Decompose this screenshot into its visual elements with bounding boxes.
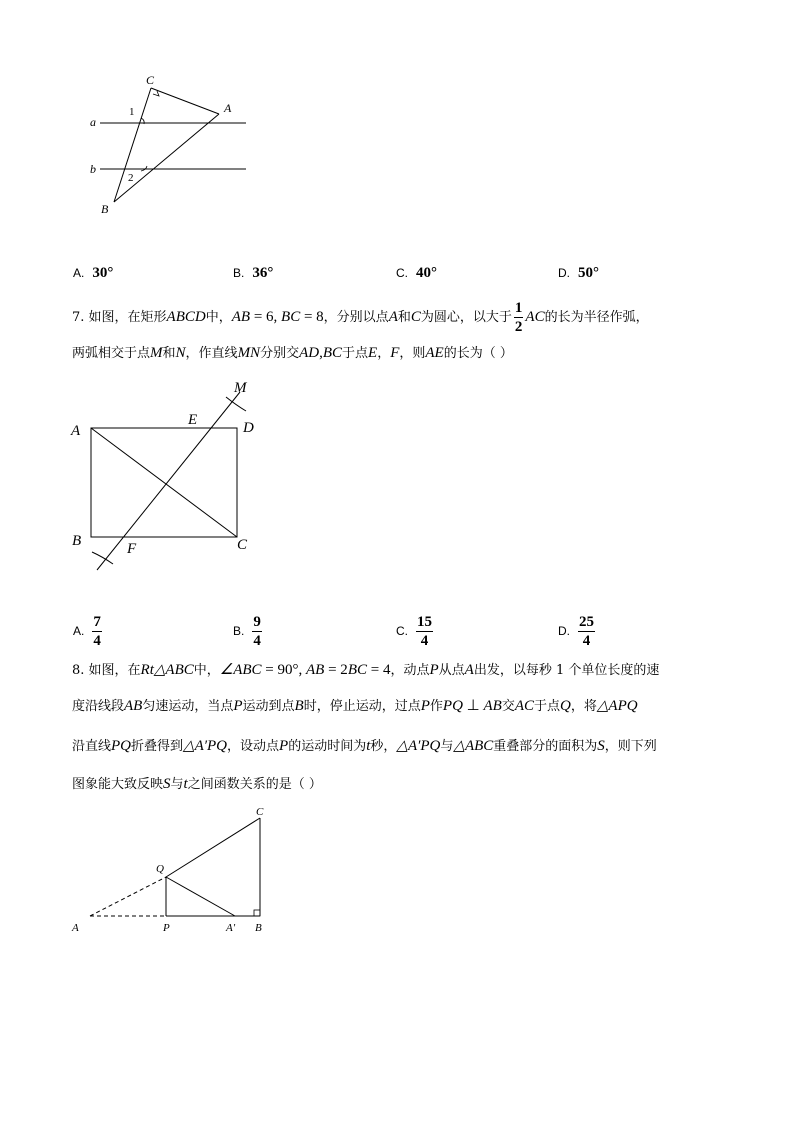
label-D: D: [243, 420, 254, 436]
arc-mark-top: [226, 397, 246, 411]
label-P: P: [163, 922, 170, 934]
label-B: B: [101, 202, 109, 216]
label-F: F: [127, 541, 137, 557]
choice-label: C.: [396, 266, 408, 280]
q8-text-line-1: 8. 如图，在Rt△ABC中，∠ABC = 90°, AB = 2BC = 4，动点P从点A出发，以每秒 1 个单位长度的速: [72, 662, 660, 678]
segment-AB: [114, 114, 219, 202]
diagonal-AC: [91, 428, 237, 537]
choice-label: A.: [73, 624, 85, 638]
choice-value: 36°: [252, 265, 274, 281]
label-a: a: [90, 115, 96, 129]
label-b: b: [90, 162, 96, 176]
choice-value: 40°: [416, 265, 437, 281]
choice-fraction: $\frac{25}{4}$: [579, 614, 594, 649]
q7-choice-b[interactable]: [233, 614, 262, 649]
q7-choice-a[interactable]: [73, 614, 102, 649]
q6-choice-a[interactable]: [73, 265, 113, 282]
q8-text-line-2: 度沿线段AB匀速运动，当点P运动到点B时，停止运动，过点P作PQ ⊥ AB交AC于点Q，将△APQ: [72, 698, 638, 714]
label-E: E: [188, 412, 198, 428]
label-A: A: [72, 922, 79, 934]
q8-text-line-3: 沿直线PQ折叠得到△A′PQ，设动点P的运动时间为t秒，△A′PQ与△ABC重叠部分的面积为S，则下列: [72, 738, 657, 754]
right-angle-mark: [153, 91, 159, 96]
fraction-one-half: $\frac{1}{2}$: [514, 300, 523, 335]
choice-label: B.: [233, 266, 245, 280]
choice-label: D.: [558, 266, 570, 280]
choice-label: A.: [73, 266, 85, 280]
segment-AQ-dashed: [90, 877, 166, 916]
label-2: 2: [128, 172, 134, 184]
right-angle-mark-B: [254, 910, 260, 916]
line-MN: [97, 392, 240, 570]
choice-label: D.: [558, 624, 570, 638]
q7-choice-d[interactable]: [558, 614, 595, 649]
choice-fraction: $\frac{9}{4}$: [253, 614, 261, 649]
label-B: B: [255, 922, 262, 934]
q7-choice-c[interactable]: [396, 614, 433, 649]
label-C: C: [256, 806, 264, 818]
segment-QC: [166, 818, 260, 877]
choice-label: C.: [396, 624, 408, 638]
q6-choice-d[interactable]: [558, 265, 599, 282]
label-A: A: [224, 101, 232, 115]
label-A: A: [71, 423, 81, 439]
q6-choice-c[interactable]: [396, 265, 437, 282]
choice-fraction: $\frac{7}{4}$: [93, 614, 101, 649]
choice-label: B.: [233, 624, 245, 638]
choice-value: 30°: [92, 265, 114, 281]
label-B: B: [72, 533, 82, 549]
q6-choice-b[interactable]: [233, 265, 273, 282]
q6-figure: [80, 70, 260, 220]
label-C: C: [146, 73, 155, 87]
label-M: M: [234, 380, 247, 396]
choice-fraction: $\frac{15}{4}$: [417, 614, 432, 649]
label-1: 1: [129, 106, 135, 118]
choice-value: 50°: [578, 265, 599, 281]
q8-figure: [66, 800, 276, 940]
label-C: C: [237, 537, 248, 553]
segment-CA: [151, 88, 219, 114]
q8-text-line-4: 图象能大致反映S与t之间函数关系的是（ ）: [72, 776, 322, 792]
segment-QA-prime: [166, 877, 235, 916]
label-Q: Q: [156, 863, 164, 875]
q7-text-line-2: 两弧相交于点M和N，作直线MN分别交AD,BC于点E，F，则AE的长为（ ）: [72, 345, 513, 361]
q7-text-line-1: 7. 如图，在矩形ABCD中，AB = 6, BC = 8，分别以点A和C为圆心，以大于 $\frac{1}{2}$ AC的长为半径作弧，: [72, 300, 649, 335]
label-A-prime: A′: [226, 922, 236, 934]
q7-figure: [66, 375, 266, 580]
